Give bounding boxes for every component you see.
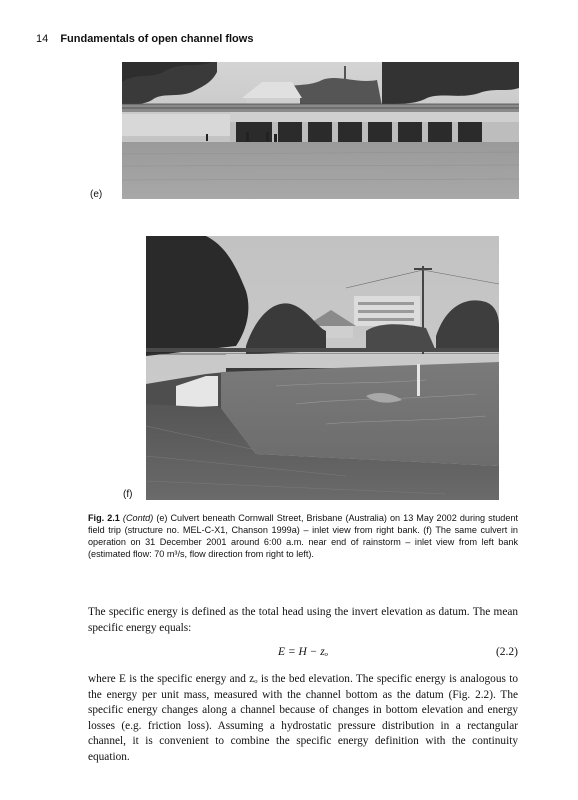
photo-e-image [122, 62, 519, 199]
page-number: 14 [36, 33, 49, 45]
photo-f-image [146, 236, 499, 500]
photo-culvert-right-bank [122, 62, 519, 199]
caption-text: (e) Culvert beneath Cornwall Street, Brisbane (Australia) on 13 May 2002 during student field trip (structure no. MEL-C-X1, Chanson 1999a) – inlet view from right bank. (f) The same culvert in operation on 31 December 2001 around 6:00 a.m. near end of rainstorm – inlet view from left bank (estimated flow: 70 m³/s, flow direction from right to left). [88, 513, 518, 559]
figure-contd: (Contd) [122, 513, 154, 523]
equation-number: (2.2) [495, 646, 518, 658]
figure-caption [88, 512, 518, 560]
photo-culvert-flood [146, 236, 499, 500]
photo-e-label: (e) [90, 189, 103, 200]
body-paragraph: The specific energy is defined as the total head using the invert elevation as datum. The mean specific energy equals: [88, 606, 518, 634]
equation-2-2 [88, 646, 518, 664]
running-head [36, 33, 253, 45]
photo-f-label: (f) [123, 489, 133, 500]
running-title: Fundamentals of open channel flows [60, 33, 254, 45]
equation-body: E = H − zₒ [277, 646, 329, 658]
figure-number: Fig. 2.1 [88, 513, 120, 523]
body-paragraph: where E is the specific energy and zₒ is the bed elevation. The specific energy is analogous to the energy per unit mass, measured with the channel bottom as the datum (Fig. 2.2). The specific energy changes along a channel because of changes in bottom elevation and energy losses (e.g. friction loss). Assuming a hydrostatic pressure distribution in a rectangular channel, it is convenient to combine the specific energy definition with the continuity equation. [88, 673, 518, 763]
